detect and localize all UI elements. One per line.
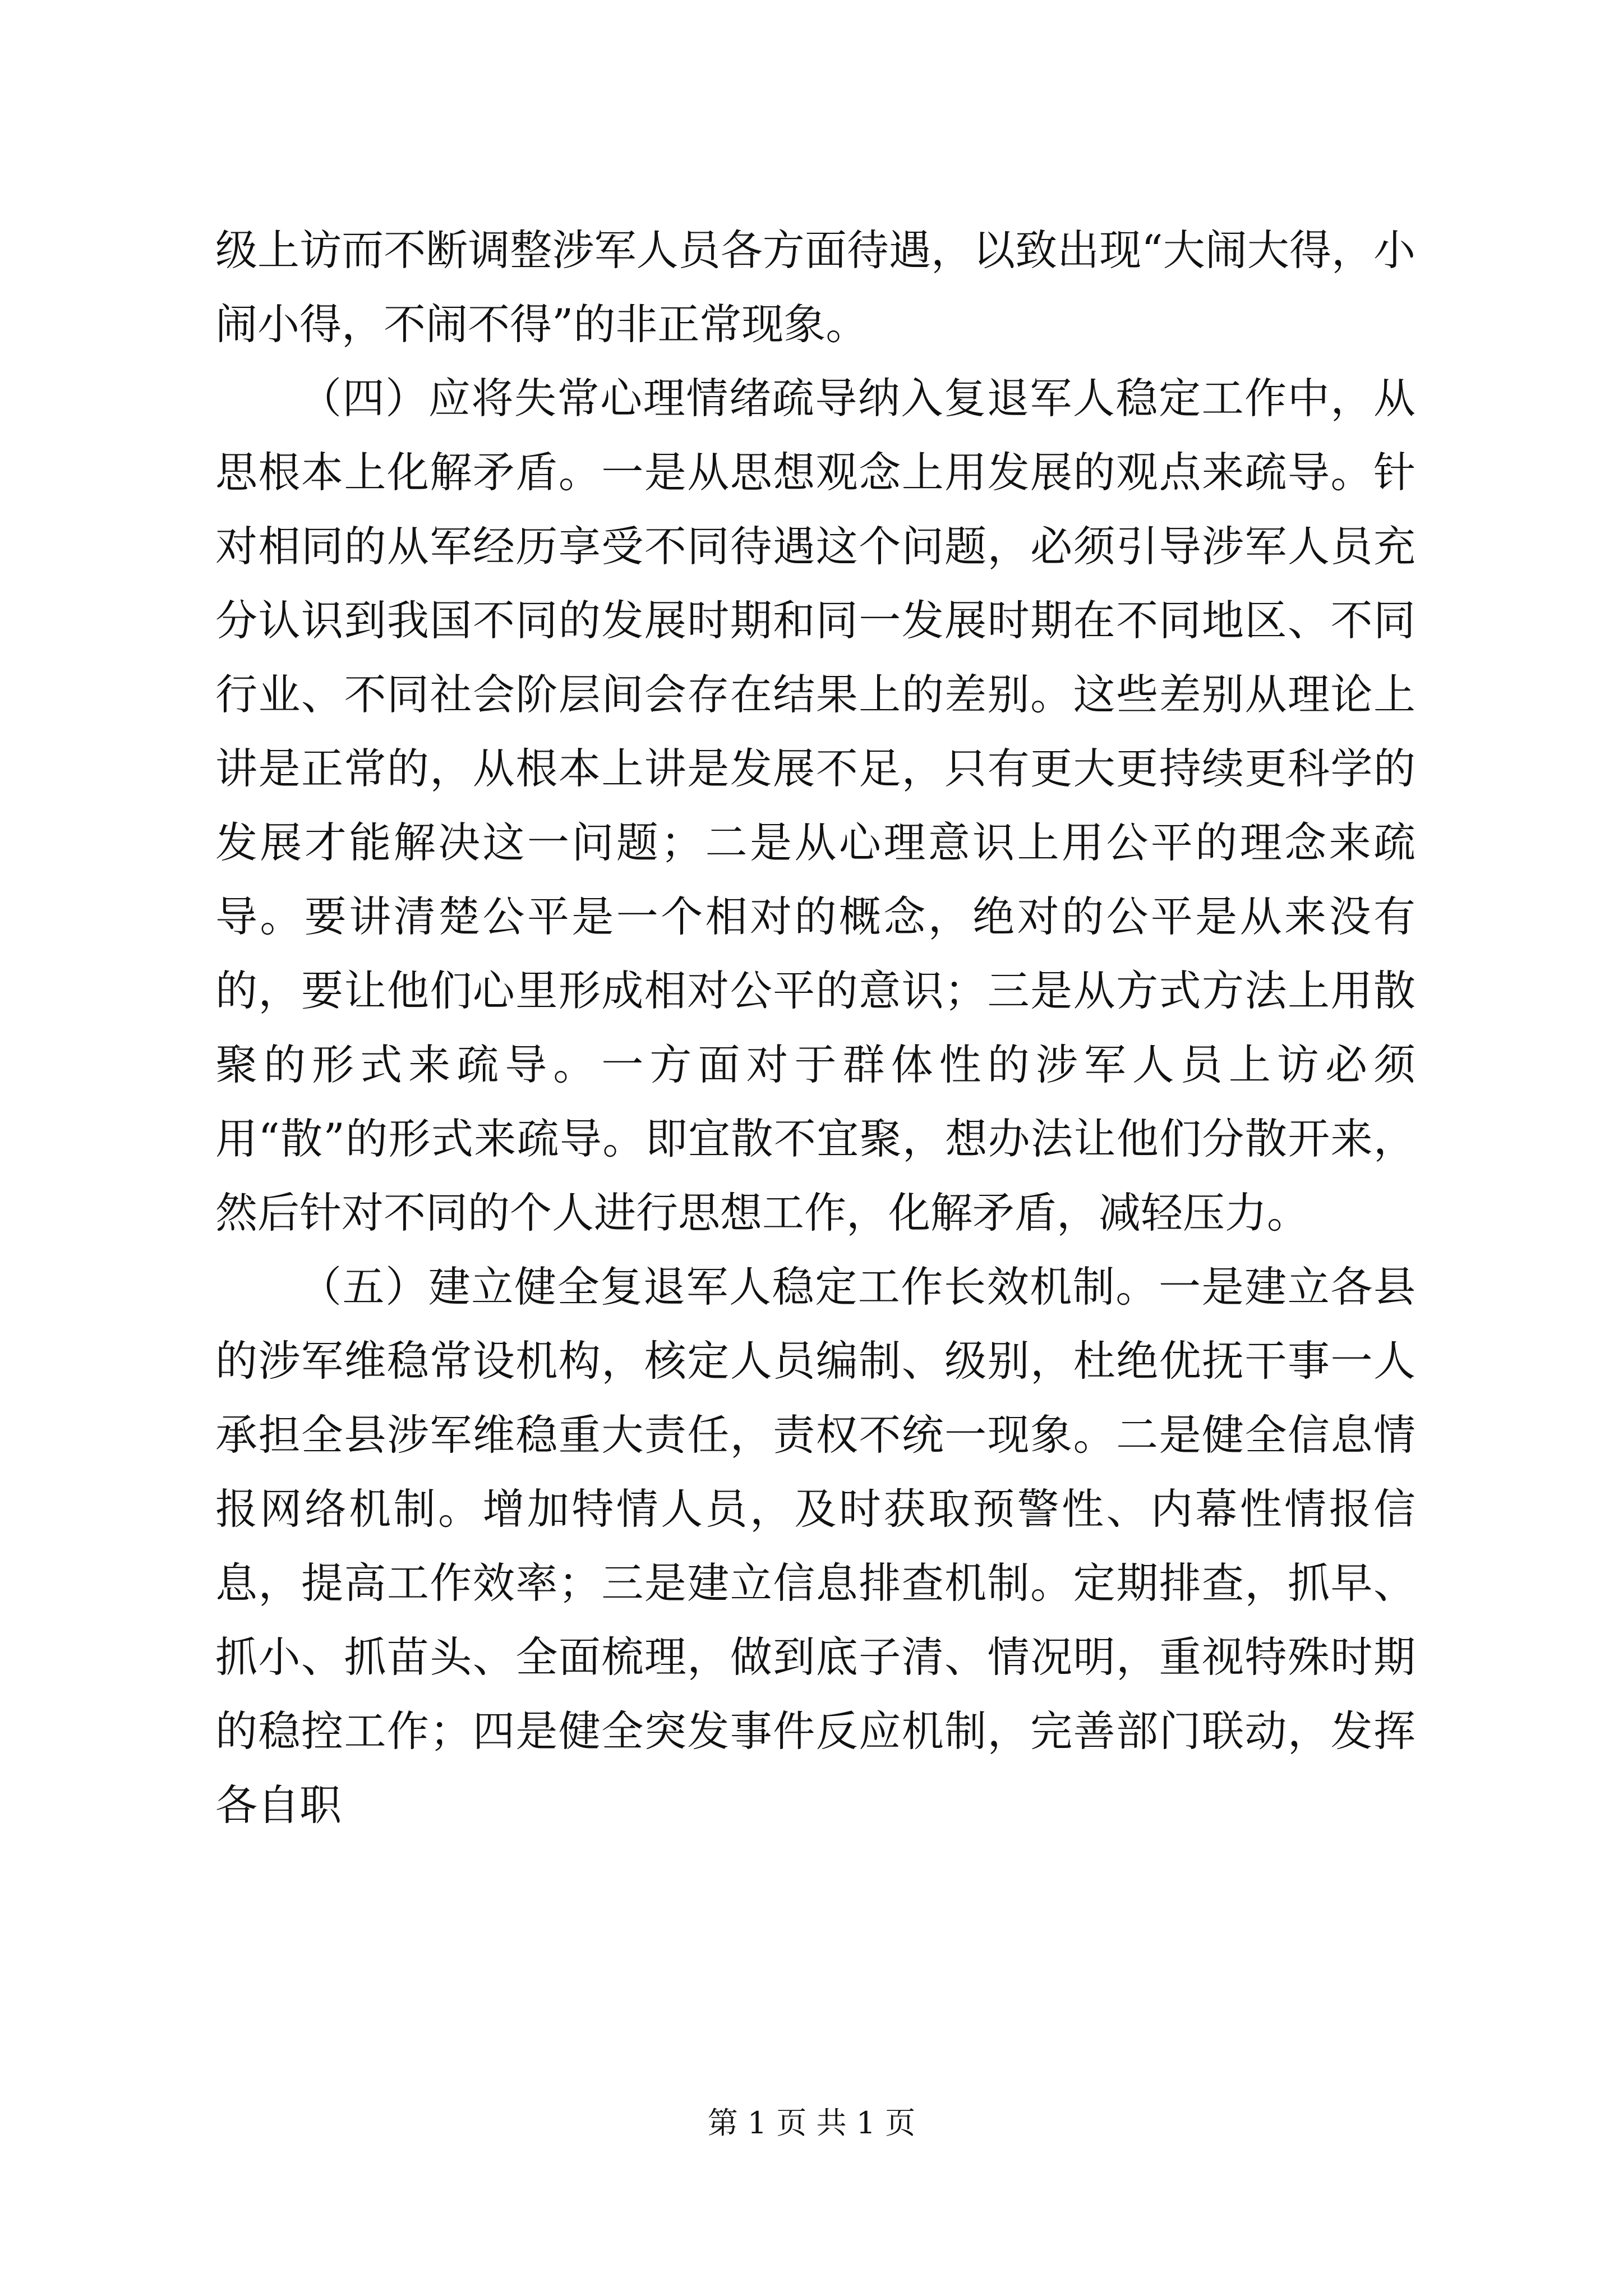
page-number-label: 第 1 页 共 1 页 <box>707 2105 916 2141</box>
document-body <box>215 213 1415 1842</box>
page-footer <box>0 2104 1623 2143</box>
paragraph-1: 级上访而不断调整涉军人员各方面待遇，以致出现“大闹大得，小闹小得，不闹不得”的非正常现象。 <box>215 226 1415 349</box>
paragraph-2: （四）应将失常心理情绪疏导纳入复退军人稳定工作中，从思根本上化解矛盾。一是从思想观念上用发展的观点来疏导。针对相同的从军经历享受不同待遇这个问题，必须引导涉军人员充分认识到我国不同的发展时期和同一发展时期在不同地区、不同行业、不同社会阶层间会存在结果上的差别。这些差别从理论上讲是正常的，从根本上讲是发展不足，只有更大更持续更科学的发展才能解决这一问题；二是从心理意识上用公平的理念来疏导。要讲清楚公平是一个相对的概念，绝对的公平是从来没有的，要让他们心里形成相对公平的意识；三是从方式方法上用散聚的形式来疏导。一方面对于群体性的涉军人员上访必须用“散”的形式来疏导。即宜散不宜聚，想办法让他们分散开来，然后针对不同的个人进行思想工作，化解矛盾，减轻压力。 <box>215 374 1415 1237</box>
paragraph-3: （五）建立健全复退军人稳定工作长效机制。一是建立各县的涉军维稳常设机构，核定人员编制、级别，杜绝优抚干事一人承担全县涉军维稳重大责任，责权不统一现象。二是健全信息情报网络机制。增加特情人员，及时获取预警性、内幕性情报信息，提高工作效率；三是建立信息排查机制。定期排查，抓早、抓小、抓苗头、全面梳理，做到底子清、情况明，重视特殊时期的稳控工作；四是健全突发事件反应机制，完善部门联动，发挥各自职 <box>215 1262 1415 1830</box>
